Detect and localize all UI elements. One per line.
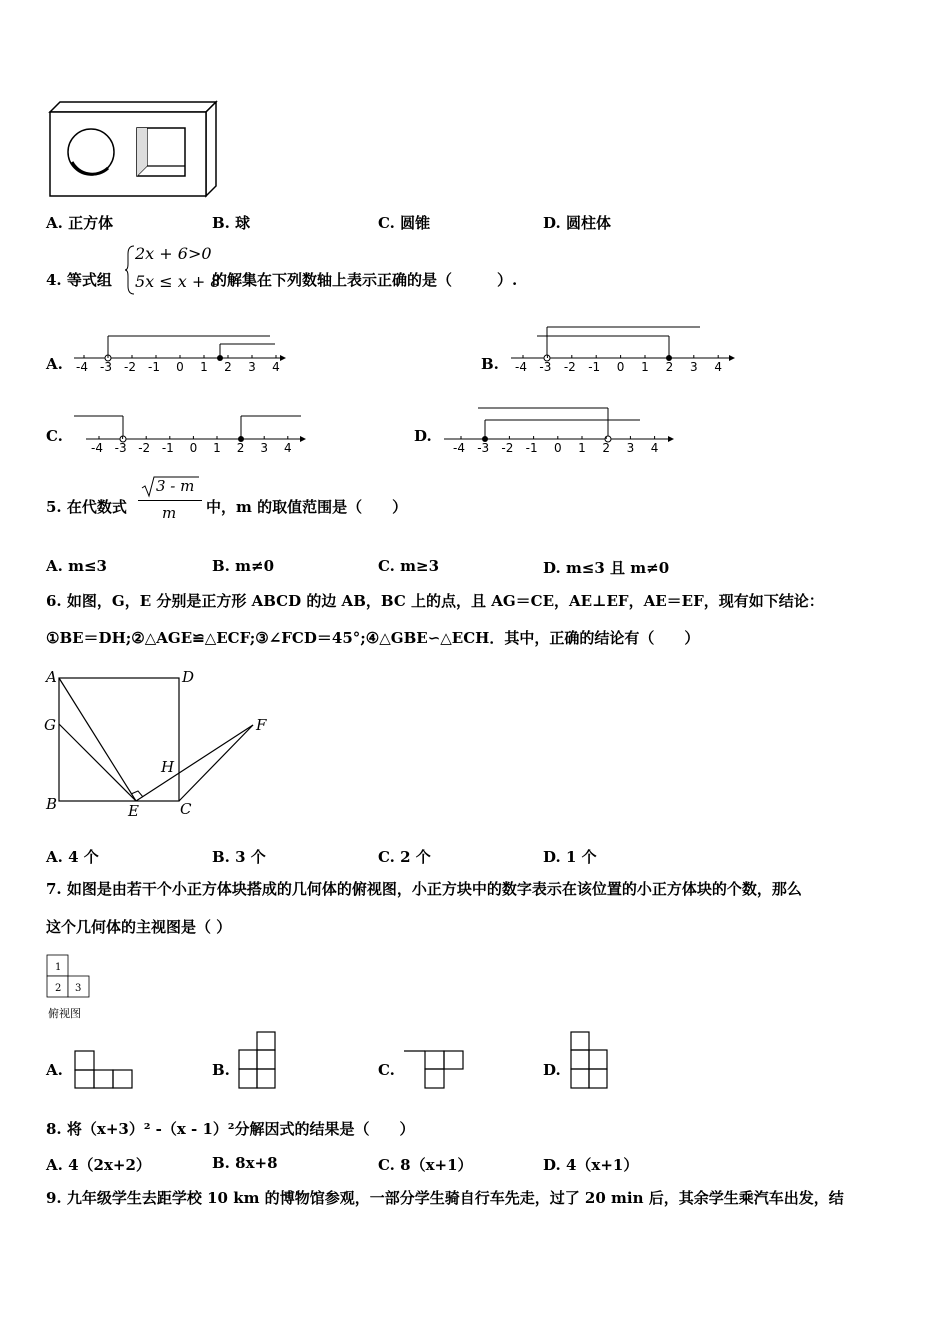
tick-label: 0 [616,360,625,374]
q6-stem-line1: 6. 如图，G，E 分别是正方形 ABCD 的边 AB，BC 上的点，且 AG＝CE，AE⊥EF，AE＝EF，现有如下结论： [46,592,824,610]
tick-label: -4 [76,360,88,374]
label-F: F [256,716,267,734]
tick-label: -1 [525,441,538,455]
tick-label: 0 [553,441,562,455]
tick-label: 2 [224,360,232,374]
tick-label: 1 [213,441,221,455]
q5-option-a[interactable]: A. m≤3 [46,557,107,575]
tick-label: 3 [626,441,635,455]
tick-label: -3 [477,441,490,455]
q6-option-a[interactable]: A. 4 个 [46,848,99,866]
tick-label: -4 [515,360,527,374]
tick-label: -4 [453,441,465,455]
label-B: B [46,795,58,813]
tick-label: 2 [236,441,245,455]
tick-label: 2 [665,360,674,374]
label-A: A [46,668,57,686]
q7-option-b[interactable]: B. [212,1061,230,1079]
q7-caption: 俯视图 [48,1007,81,1020]
grid-number-1: 1 [55,962,62,973]
tick-label: -3 [100,360,112,374]
q5-option-b[interactable]: B. m≠0 [212,557,275,575]
q4-stem-suffix: 的解集在下列数轴上表示正确的是（ ）. [212,271,518,289]
q4-ticks-d [440,441,680,459]
grid-number-3: 3 [75,983,82,994]
q7-stem-line1: 7. 如图是由若干个小正方体块搭成的几何体的俯视图，小正方块中的数字表示在该位置的小正方体块的个数，那么 [46,880,802,898]
tick-label: 4 [272,360,280,374]
q7-option-d[interactable]: D. [543,1061,561,1079]
q8-option-b[interactable]: B. 8x+8 [212,1154,278,1172]
q3-figure [44,100,219,200]
tick-label: -1 [161,441,174,455]
tick-label: -2 [501,441,514,455]
q7-top-view [46,954,96,998]
tick-label: 4 [283,441,292,455]
tick-label: 3 [260,441,268,455]
q4-inequality-system [124,244,221,296]
q4-option-c[interactable]: C. [46,427,63,445]
q7-stem-line2: 这个几何体的主视图是（ ） [46,918,232,936]
tick-label: 1 [200,360,208,374]
q4-option-a[interactable]: A. [46,355,63,373]
grid-number-2: 2 [55,983,62,994]
tick-label: 1 [578,441,586,455]
q4-ticks-a [70,360,290,378]
q4-option-b[interactable]: B. [481,355,499,373]
tick-label: -2 [138,441,151,455]
q7-view-a [72,1048,134,1090]
q7-option-a[interactable]: A. [46,1061,63,1079]
tick-label: -1 [148,360,160,374]
q6-option-d[interactable]: D. 1 个 [543,848,597,866]
q4-ticks-c [72,441,312,459]
tick-label: -3 [539,360,552,374]
label-C: C [180,800,192,818]
q3-option-b[interactable]: B. 球 [212,214,251,232]
tick-label: 3 [689,360,698,374]
q8-stem: 8. 将（x+3）² -（x - 1）²分解因式的结果是（ ） [46,1120,415,1138]
q8-option-a[interactable]: A. 4（2x+2） [46,1156,151,1174]
tick-label: 1 [641,360,649,374]
q4-stem: 4. 等式组 [46,271,112,289]
q3-option-c[interactable]: C. 圆锥 [378,214,431,232]
label-D: D [182,668,195,686]
tick-label: -2 [563,360,576,374]
q5-numerator: 3 - m [156,477,195,495]
q5-option-d[interactable]: D. m≤3 且 m≠0 [543,559,670,577]
tick-label: 0 [189,441,198,455]
tick-label: -3 [114,441,127,455]
q5-stem-suffix: 中，m 的取值范围是（ ） [206,498,408,516]
q7-view-d [569,1030,611,1090]
q7-view-c [403,1048,467,1090]
q5-fraction [138,474,202,526]
q6-figure [40,668,280,823]
q8-option-d[interactable]: D. 4（x+1） [543,1156,639,1174]
q8-option-c[interactable]: C. 8（x+1） [378,1156,473,1174]
tick-label: 0 [176,360,184,374]
tick-label: -1 [588,360,601,374]
tick-label: -2 [124,360,136,374]
q6-option-c[interactable]: C. 2 个 [378,848,431,866]
q5-denominator: m [162,504,177,522]
q5-option-c[interactable]: C. m≥3 [378,557,440,575]
tick-label: 3 [248,360,256,374]
q6-stem-line2: ①BE＝DH;②△AGE≌△ECF;③∠FCD＝45°;④△GBE∽△ECH．其中，正确的结论有（ ） [46,629,700,647]
q4-option-d[interactable]: D. [414,427,432,445]
tick-label: -4 [91,441,103,455]
q4-ticks-b [507,360,737,378]
q7-option-c[interactable]: C. [378,1061,395,1079]
label-E: E [128,802,139,820]
q9-stem: 9. 九年级学生去距学校 10 km 的博物馆参观，一部分学生骑自行车先走，过了 20 min 后，其余学生乘汽车出发，结 [46,1189,844,1207]
q5-stem-prefix: 5. 在代数式 [46,498,127,516]
tick-label: 4 [714,360,722,374]
q6-option-b[interactable]: B. 3 个 [212,848,266,866]
label-G: G [44,716,56,734]
tick-label: 2 [602,441,610,455]
q4-ineq-2: 5x ≤ x + 8 [135,272,221,291]
tick-label: 4 [650,441,659,455]
q3-option-a[interactable]: A. 正方体 [46,214,114,232]
label-H: H [161,758,175,776]
q3-option-d[interactable]: D. 圆柱体 [543,214,611,232]
q7-view-b [237,1030,279,1090]
q4-ineq-1: 2x + 6>0 [135,244,212,263]
